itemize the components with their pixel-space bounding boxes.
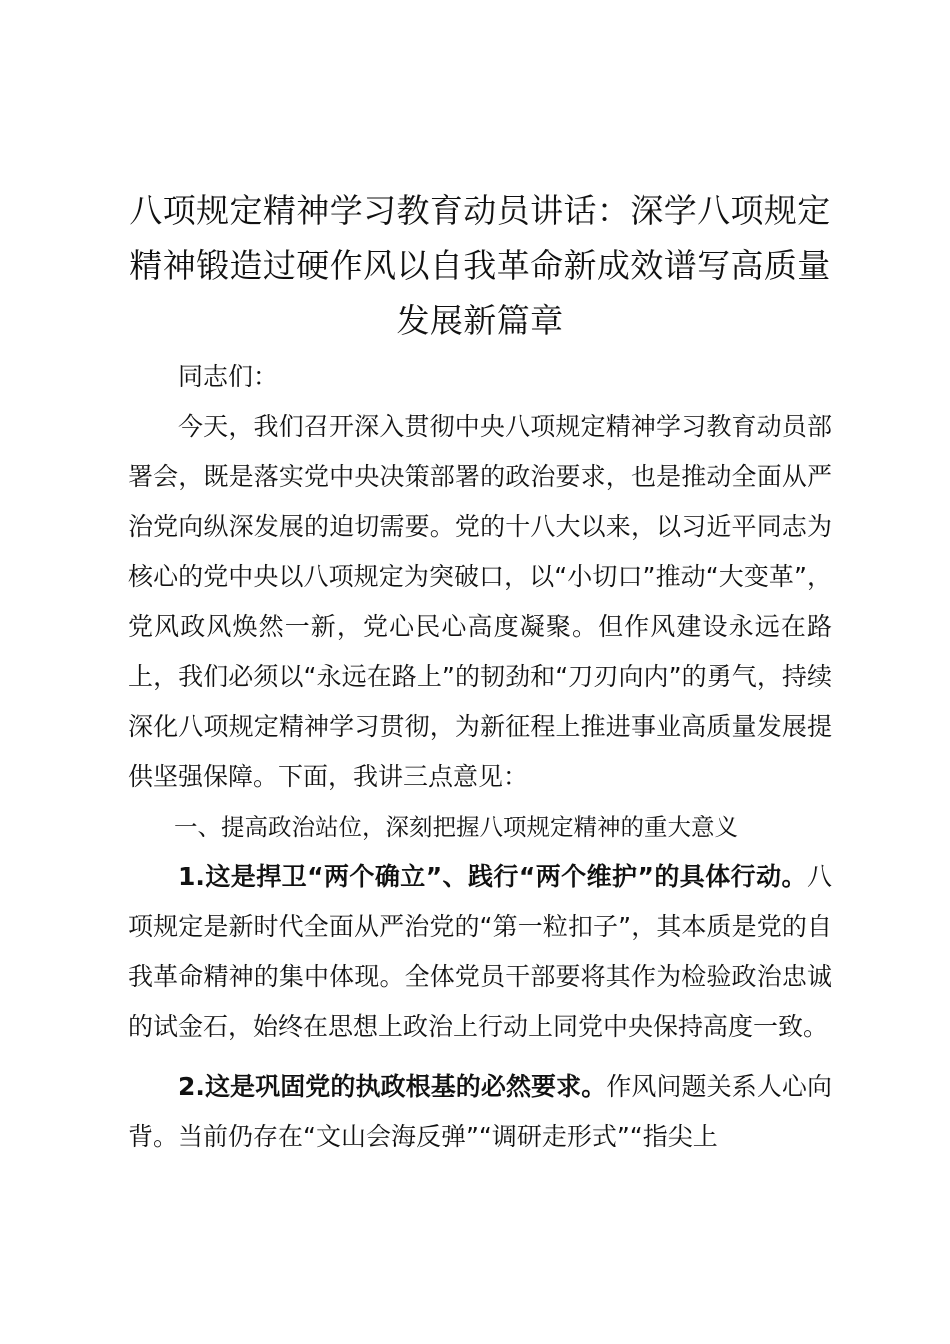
- point-lead-1: 1.这是捍卫“两个确立”、践行“两个维护”的具体行动。: [178, 862, 807, 891]
- point-paragraph-2: [128, 1062, 832, 1162]
- point-lead-2: 2.这是巩固党的执政根基的必然要求。: [178, 1072, 607, 1101]
- document-title: 八项规定精神学习教育动员讲话：深学八项规定精神锻造过硬作风以自我革命新成效谱写高质量发展新篇章: [129, 191, 831, 340]
- point-paragraph-1: [128, 852, 832, 1052]
- point-text-1: 八项规定是新时代全面从严治党的“第一粒扣子”，其本质是党的自我革命精神的集中体现。全体党员干部要将其作为检验政治忠诚的试金石，始终在思想上政治上行动上同党中央保持高度一致。: [128, 862, 832, 1041]
- point-text-2: 作风问题关系人心向背。当前仍存在“文山会海反弹”“调研走形式”“指尖上: [128, 1072, 832, 1151]
- section-heading-1: 一、提高政治站位，深刻把握八项规定精神的重大意义: [174, 813, 738, 841]
- salutation: 同志们：: [178, 362, 279, 391]
- intro-paragraph: 今天，我们召开深入贯彻中央八项规定精神学习教育动员部署会，既是落实党中央决策部署的政治要求，也是推动全面从严治党向纵深发展的迫切需要。党的十八大以来，以习近平同志为核心的党中央以八项规定为突破口，以“小切口”推动“大变革”，党风政风焕然一新，党心民心高度凝聚。但作风建设永远在路上，我们必须以“永远在路上”的韧劲和“刀刃向内”的勇气，持续深化八项规定精神学习贯彻，为新征程上推进事业高质量发展提供坚强保障。下面，我讲三点意见：: [128, 412, 832, 791]
- document-page: [128, 183, 832, 1162]
